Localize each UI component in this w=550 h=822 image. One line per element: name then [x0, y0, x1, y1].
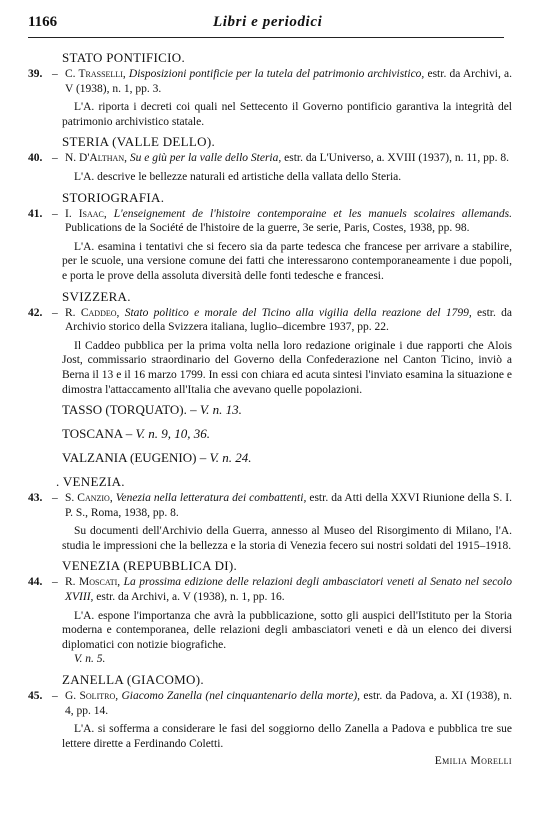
entry-title: Disposizioni pontificie per la tutela del patrimonio archivistico, — [128, 68, 425, 80]
section-heading: STORIOGRAFIA. — [62, 189, 165, 205]
entry-citation — [65, 306, 512, 335]
cross-reference — [62, 426, 512, 442]
entry-summary — [62, 722, 512, 751]
summary-text: L'A. descrive le bellezze naturali ed artistiche della vallata dello Steria. — [74, 170, 402, 183]
xref-target: V. n. 24. — [209, 450, 252, 466]
bibliography-entry — [28, 306, 512, 335]
entry-biblio: estr. da Archivio storico della Svizzera italiana, luglio–dicembre 1937, pp. 22. — [65, 306, 513, 334]
xref-label: VALZANIA (EUGENIO) — [62, 450, 197, 466]
header-rule — [28, 37, 504, 38]
cross-reference — [62, 402, 512, 418]
entry-biblio: estr. da Atti della XXVI Riunione della S. I. P. S., Roma, 1938, pp. 8. — [65, 492, 512, 519]
entry-title: La prossima edizione delle relazioni degli ambasciatori veneti al Senato nel secolo XVIII, — [65, 576, 512, 604]
section-heading: ZANELLA (GIACOMO). — [62, 672, 204, 688]
entry-summary — [62, 240, 512, 284]
entry-number: 40. — [28, 152, 43, 165]
entry-title: Venezia nella letteratura dei combattenti, — [115, 492, 307, 505]
see-also: V. n. 5. — [74, 653, 106, 666]
entry-dash: – — [52, 68, 58, 80]
xref-sep: – — [125, 426, 133, 442]
entry-number: 41. — [28, 207, 43, 220]
entry-biblio: estr. da Archivi, a. V (1938), n. 1, pp. 16. — [96, 591, 285, 604]
section-heading: STATO PONTIFICIO. — [62, 50, 185, 65]
entry-number: 44. — [28, 576, 43, 589]
entry-summary — [62, 524, 512, 553]
page-number: 1166 — [28, 14, 58, 30]
section-heading: VENEZIA (REPUBBLICA DI). — [62, 558, 238, 574]
entry-author: I. Isaac, — [65, 207, 107, 220]
entry-title: L'enseignement de l'histoire contemporaine et les manuels scolaires allemands. — [113, 207, 512, 220]
xref-target: V. n. 9, 10, 36. — [135, 426, 210, 442]
summary-text: Su documenti dell'Archivio della Guerra, annesso al Museo del Risorgimento di Milano, l'A. studia le impressioni che la bellezza e la storia di Venezia fecero sui nostri soldati del 1915–1918. — [62, 525, 512, 552]
entry-author: S. Canzio, — [65, 492, 113, 505]
entry-author: R. Moscati, — [65, 576, 121, 589]
entry-dash: – — [52, 576, 58, 589]
entry-citation — [65, 575, 512, 604]
entry-biblio: estr. da Padova, a. XI (1938), n. 4, pp. 14. — [65, 690, 513, 717]
bibliography-entry — [28, 491, 512, 520]
entry-author: C. Trasselli, — [65, 68, 126, 80]
cross-reference — [62, 450, 512, 466]
entry-summary — [62, 339, 512, 397]
entry-title: Giacomo Zanella (nel cinquantenario della morte), — [121, 690, 361, 703]
entry-author: R. Caddeo, — [65, 306, 120, 319]
running-title: Libri e periodici — [213, 14, 323, 30]
bibliography-entry — [28, 151, 512, 166]
summary-text: Il Caddeo pubblica per la prima volta nella loro redazione originale i due rapporti che Alois Jost, commissario straordinario del Governo della Confederazione nel Canton Ticino, inviò a Berna il 13 e il 16 marzo 1799. In essi con chiara ed acuta sintesi l'inviato esamina la situazione e dimostra l'attaccamento all'Italia che avevano quelle popolazioni. — [62, 339, 512, 396]
xref-target: V. n. 13. — [199, 402, 242, 418]
entry-author: N. D'Althan, — [65, 152, 127, 165]
entry-citation — [65, 689, 512, 718]
bibliography-entry — [28, 207, 512, 236]
entry-summary — [62, 170, 512, 185]
entry-biblio: estr. da L'Universo, a. XVIII (1937), n. 11, pp. 8. — [284, 152, 510, 165]
summary-text: L'A. riporta i decreti coi quali nel Settecento il Governo pontificio garantiva la integrità del patrimonio archivistico statale. — [62, 101, 512, 128]
section-heading: SVIZZERA. — [62, 288, 131, 304]
xref-label: TASSO (TORQUATO). — [62, 402, 187, 418]
entry-citation — [65, 151, 512, 166]
entry-biblio: estr. da Archivi, a. V (1938), n. 1, pp. 3. — [65, 68, 512, 95]
entry-dash: – — [52, 492, 58, 505]
summary-text: L'A. si sofferma a considerare le fasi del soggiorno dello Zanella a Padova e pubblica tre sue lettere dirette a Ferdinando Coletti. — [62, 723, 512, 750]
entry-dash: – — [52, 690, 58, 703]
xref-sep: – — [190, 402, 197, 418]
bibliography-entry — [28, 67, 512, 96]
bibliography-entry — [28, 689, 512, 718]
entry-author: G. Solitro, — [65, 690, 119, 703]
entry-title: Su e giù per la valle dello Steria, — [129, 152, 282, 165]
author-signature: Emilia Morelli — [434, 755, 512, 768]
section-heading: STERIA (VALLE DELLO). — [62, 134, 216, 150]
entry-number: 39. — [28, 68, 43, 80]
entry-number: 43. — [28, 492, 43, 505]
entry-citation — [65, 491, 512, 520]
entry-citation — [65, 67, 512, 96]
page-header — [28, 14, 504, 38]
entry-title: Stato politico e morale del Ticino alla vigilia della reazione del 1799, — [124, 306, 472, 319]
section-heading: . VENEZIA. — [56, 474, 125, 490]
bibliography-entry — [28, 575, 512, 604]
entry-number: 45. — [28, 690, 43, 703]
xref-sep: – — [199, 450, 207, 466]
entry-summary — [62, 609, 512, 667]
entry-number: 42. — [28, 306, 43, 319]
entry-dash: – — [52, 306, 58, 319]
entry-dash: – — [52, 152, 58, 165]
xref-label: TOSCANA — [62, 426, 123, 442]
entry-citation — [65, 207, 512, 236]
entry-dash: – — [52, 207, 58, 220]
entry-summary — [62, 100, 512, 129]
page-content — [28, 50, 512, 767]
summary-text: L'A. esamina i tentativi che si fecero sia da parte tedesca che francese per arrivare a stabilire, per le scuole, una versione comune dei fatti che interessarono contemporaneamente i due popoli, e porta le prove della assoluta diversità delle fonti tedesche e francesi. — [62, 240, 512, 282]
summary-text: L'A. espone l'importanza che avrà la pubblicazione, sotto gli auspici dell'Istituto per la Storia moderna e contemporanea, delle relazioni degli ambasciatori veneti e dà un elenco dei diversi diplomatici con notizie biografiche. — [62, 609, 512, 651]
entry-biblio: Publications de la Société de l'histoire de la guerre, 3e serie, Paris, Costes, 1938, pp. 98. — [65, 222, 470, 235]
